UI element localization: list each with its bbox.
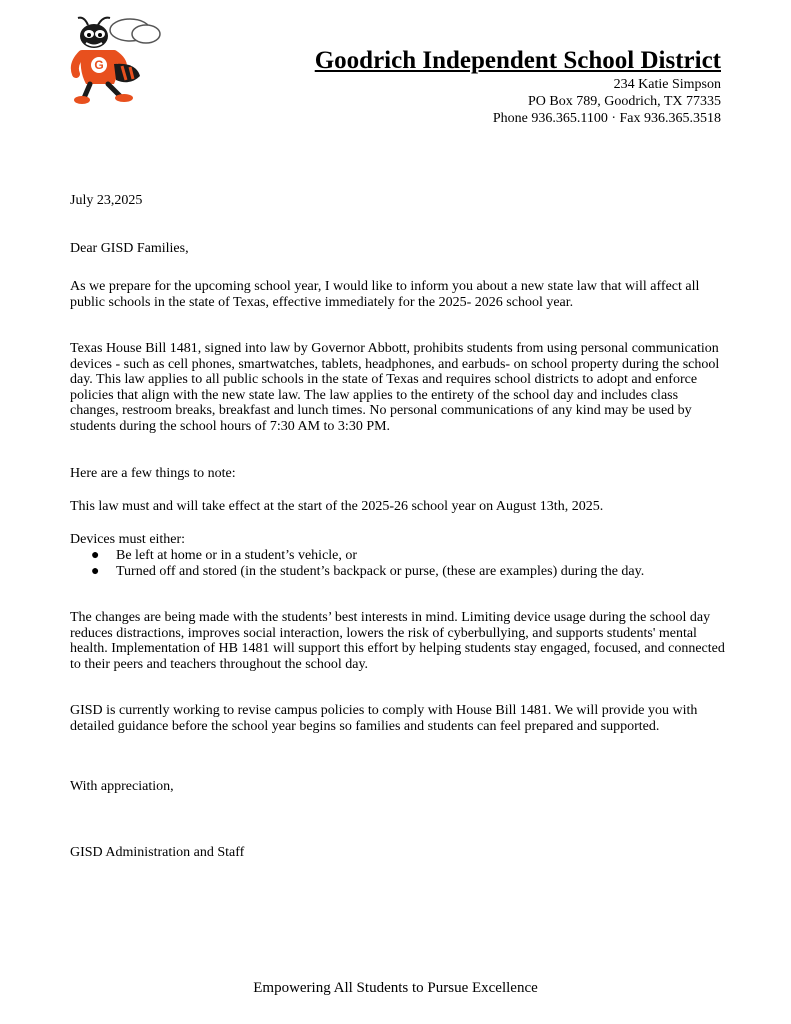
paragraph-intro: As we prepare for the upcoming school year, I would like to inform you about a new state law that will affect all public schools in the state of Texas, effective immediately for the 2025- 2026 school year. — [70, 279, 700, 310]
bullet-text: Be left at home or in a student’s vehicle, or — [116, 548, 358, 563]
district-name: Goodrich Independent School District — [314, 47, 721, 74]
closing: With appreciation, — [70, 779, 174, 794]
paragraph-policy-update: GISD is currently working to revise campus policies to comply with House Bill 1481. We will provide you with detailed guidance before the school year begins so families and students can feel prepared and supported. — [70, 703, 698, 734]
effective-date-note: This law must and will take effect at the start of the 2025-26 school year on August 13th, 2025. — [70, 499, 604, 514]
salutation: Dear GISD Families, — [70, 241, 189, 256]
footer-motto: Empowering All Students to Pursue Excellence — [253, 980, 538, 996]
bullet-icon: ● — [91, 563, 100, 579]
address-line-2: PO Box 789, Goodrich, TX 77335 — [527, 94, 721, 109]
paragraph-rationale: The changes are being made with the students’ best interests in mind. Limiting device usage during the school day reduces distractions, improves social interaction, lowers the risk of cyberbullying, and supports students' mental health. Implementation of HB 1481 will support this effort by helping students stay engaged, focused, and connected to their peers and teachers throughout the school day. — [70, 610, 725, 672]
list-item — [70, 548, 725, 564]
notes-intro: Here are a few things to note: — [70, 466, 236, 481]
hornet-mascot-icon — [70, 14, 185, 106]
address-line-1: 234 Katie Simpson — [613, 77, 721, 92]
devices-intro: Devices must either: — [70, 532, 186, 547]
device-rules-list — [70, 548, 725, 579]
paragraph-hb1481: Texas House Bill 1481, signed into law by Governor Abbott, prohibits students from using personal communication devices - such as cell phones, smartwatches, tablets, headphones, and earbuds- on school property during the school day. This law applies to all public schools in the state of Texas and requires school districts to adopt and enforce policies that align with the new state law. The law applies to the entirety of the school day and includes class changes, restroom breaks, breakfast and lunch times. No personal communications of any kind may be used by students during the school hours of 7:30 AM to 3:30 PM. — [70, 341, 720, 434]
logo-letter: G — [94, 58, 104, 72]
bullet-text: Turned off and stored (in the student’s backpack or purse, (these are examples) during the day. — [116, 563, 645, 579]
district-logo — [70, 14, 185, 106]
signature: GISD Administration and Staff — [70, 845, 245, 860]
letter-date: July 23,2025 — [70, 193, 143, 208]
bullet-icon: ● — [91, 548, 100, 563]
phone-fax-line: Phone 936.365.1100 · Fax 936.365.3518 — [492, 111, 721, 126]
letterhead — [315, 46, 721, 127]
list-item — [70, 564, 725, 580]
